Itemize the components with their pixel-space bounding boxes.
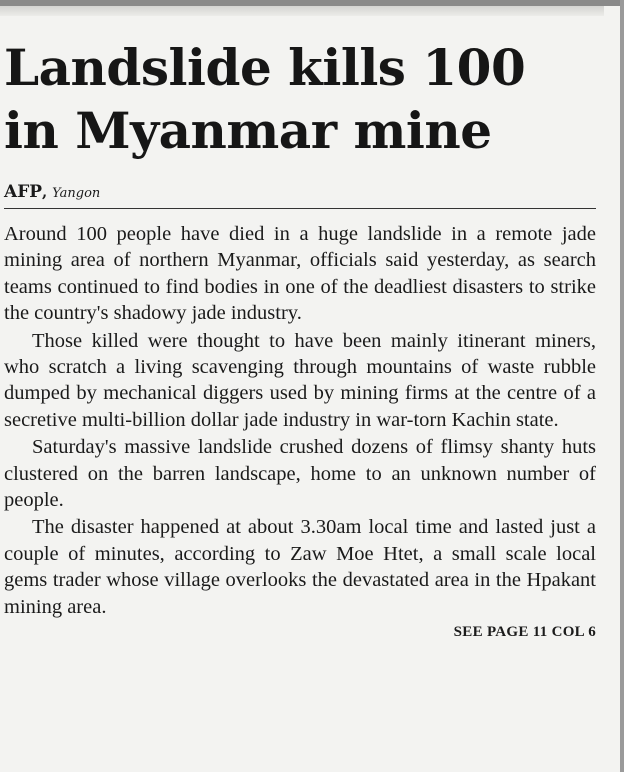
article-body [4, 221, 596, 620]
continuation-note: SEE PAGE 11 COL 6 [453, 624, 596, 641]
paragraph-4: The disaster happened at about 3.30am local time and lasted just a couple of minutes, according to Zaw Moe Htet, a small scale local gems trader whose village overlooks the devastated area in the Hpakant mining area. [4, 516, 596, 618]
paragraph-1: Around 100 people have died in a huge landslide in a remote jade mining area of northern Myanmar, officials said yesterday, as search teams continued to find bodies in one of the deadliest disasters to strike the country's shadowy jade industry. [4, 223, 596, 325]
byline-agency: AFP [4, 182, 43, 202]
paragraph-2: Those killed were thought to have been mainly itinerant miners, who scratch a living scavenging through mountains of waste rubble dumped by mechanical diggers used by mining firms at the centre of a secretive multi-billion dollar jade industry in war-torn Kachin state. [4, 329, 596, 431]
byline-rule [4, 208, 596, 209]
paragraph-3: Saturday's massive landslide crushed dozens of flimsy shanty huts clustered on the barren landscape, home to an unknown number of people. [4, 436, 596, 512]
byline [4, 182, 596, 202]
byline-location: Yangon [52, 186, 101, 201]
headline: Landslide kills 100 in Myanmar mine [4, 38, 526, 160]
article [4, 36, 596, 641]
byline-separator: , [42, 183, 48, 201]
top-shading [0, 6, 604, 16]
right-border [620, 0, 624, 772]
